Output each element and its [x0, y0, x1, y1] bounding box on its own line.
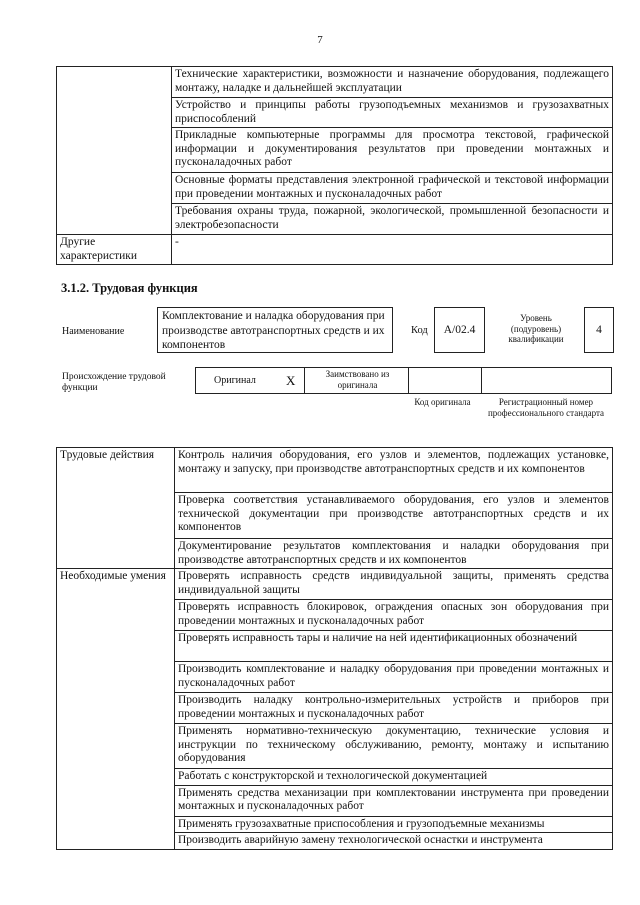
table-cell-value: Работать с конструкторской и технологической документацией: [175, 769, 613, 786]
table-cell-value: Основные форматы представления электронной графической и текстовой информации при проведении монтажных и пусконаладочных работ: [172, 173, 613, 204]
level-value: 4: [596, 324, 602, 336]
table-cell-value: Производить наладку контрольно-измерительных устройств и приборов при проведении монтажных и пусконаладочных работ: [175, 693, 613, 724]
table-cell-value: Проверять исправность блокировок, ограждения опасных зон оборудования при проведении монтажных и пусконаладочных работ: [175, 600, 613, 631]
group-label: Необходимые умения: [57, 569, 175, 850]
code-value: A/02.4: [443, 324, 476, 336]
table-cell-value: Проверка соответствия устанавливаемого оборудования, его узлов и элементов технической документации при производстве автотранспортных средств и их компонентов: [175, 493, 613, 539]
borrowed-label: Заимствовано из оригинала: [325, 369, 390, 390]
table-cell-value: Применять нормативно-техническую документацию, технические условия и инструкции по техническому обслуживанию, ремонту, монтажу и испытанию оборудования: [175, 724, 613, 769]
knowledge-table: [56, 66, 613, 265]
table-cell-value: Применять средства механизации при комплектовании инструмента при проведении монтажных и пусконаладочных работ: [175, 785, 613, 816]
divider: [304, 368, 305, 393]
table-cell-label: [57, 67, 172, 235]
origin-label: Происхождение трудовой функции: [62, 372, 166, 393]
original-mark: X: [286, 373, 296, 388]
code-box: [434, 307, 485, 353]
table-cell-value: Проверять исправность средств индивидуальной защиты, применять средства индивидуальной защиты: [175, 569, 613, 600]
original-label: Оригинал: [214, 375, 256, 386]
code-original-caption: Код оригинала: [414, 397, 471, 407]
table-cell-value: Прикладные компьютерные программы для просмотра текстовой, графической информации и документирования результатов при проведении монтажных и пусконаладочных работ: [172, 128, 613, 173]
function-name-box: [157, 307, 393, 353]
details-table: [56, 447, 613, 850]
function-name: Комплектование и наладка оборудования при производстве автотранспортных средств и их компонентов: [162, 310, 385, 351]
section-title: 3.1.2. Трудовая функция: [61, 281, 198, 295]
table-cell-value: Контроль наличия оборудования, его узлов и элементов, подлежащих установке, монтажу и запуску, при производстве автотранспортных средств и их компонентов: [175, 448, 613, 493]
divider: [408, 368, 409, 393]
level-label: Уровень (подуровень) квалификации: [508, 313, 564, 344]
name-label: Наименование: [62, 326, 125, 337]
origin-row: [195, 367, 612, 394]
table-cell-value: -: [172, 235, 613, 265]
table-cell-value: Проверять исправность тары и наличие на ней идентификационных обозначений: [175, 631, 613, 662]
code-label: Код: [411, 325, 428, 336]
table-cell-value: Производить аварийную замену технологической оснастки и инструмента: [175, 833, 613, 850]
reg-number-caption: Регистрационный номер профессионального стандарта: [487, 397, 605, 418]
group-label: Трудовые действия: [57, 448, 175, 569]
table-cell-value: Требования охраны труда, пожарной, экологической, промышленной безопасности и электробезопасности: [172, 204, 613, 235]
table-cell-value: Устройство и принципы работы грузоподъемных механизмов и грузозахватных приспособлений: [172, 98, 613, 128]
table-cell-value: Документирование результатов комплектования и наладки оборудования при производстве автотранспортных средств и их компонентов: [175, 539, 613, 569]
level-box: [584, 307, 614, 353]
table-cell-value: Применять грузозахватные приспособления и грузоподъемные механизмы: [175, 816, 613, 833]
table-cell-value: Производить комплектование и наладку оборудования при проведении монтажных и пусконаладочных работ: [175, 662, 613, 693]
table-cell-value: Технические характеристики, возможности и назначение оборудования, подлежащего монтажу, наладке и дальнейшей эксплуатации: [172, 67, 613, 98]
divider: [481, 368, 482, 393]
table-cell-label: Другие характеристики: [57, 235, 172, 265]
page-number: 7: [317, 34, 323, 46]
